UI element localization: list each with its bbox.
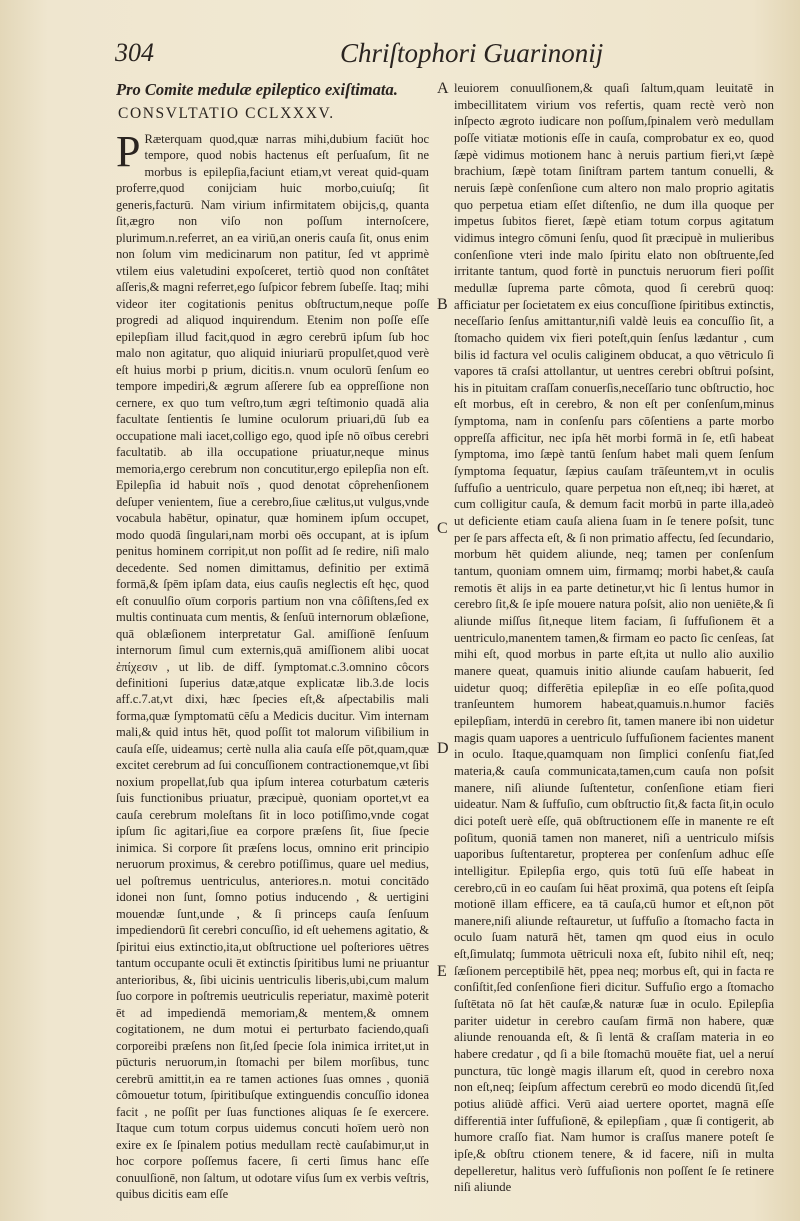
running-head: Chriſtophori Guarinonij [340, 38, 604, 68]
margin-marker-b: B [437, 296, 448, 313]
consultation-number: CONSVLTATIO CCLXXXV. [118, 105, 335, 122]
consultation-body-right: leuiorem conuulſionem,& quaſi ſaltum,quam leuitatē in imbecillitatem virium vos refertis, quam rectè verò non inſpecto ægroto iudicare non poſſum,ſpinalem verò medullam poſſe vitiatæ motionis eſſe in cauſa, comprobatur ex eo, quod ſæpè vidimus motionem hanc à neruis partium fieri,vt ſæpè brachium, ſæpè totam ſiniſtram partem tantum conuelli, & neruis ſæpè conſenſione cum altero non malo proprio agitatis quo perpetua etiam eſſet diſtenſio, ne dum illa quoque per impetus ſubitos fieret, ſæpè etiam totum corpus agitatum vidimus integro cōmuni ſenſu, quod ſit præcipuè in mulieribus conſenſione vteri inde malo ſpiritu elato non obſtruente,ſed irritante tantum, quod fortè in punctuis neruorum fieri poſſit medullæ ſuprema parte cômota, quod ſi cerebrū quoq: afficiatur per ſocietatem ex eius concuſſione ſpiritibus extinctis, neceſſario ſenſus amittantur,niſi valdè leuis ea concuſſio ſit, a ſtomacho quidem vix fieri poteſt,quin ſenſus lædantur , cum bilis id factura vel oculis caliginem obducat, a quo vētriculo ſi vapores tā craſsi attollantur, ut uentres cerebri obſtrui poſsint, his in pituitam craſſam conuerſis,neceſſario tunc obſtructio, hoc eſt morbus, eſt in cerebro, & non eſt per conſenſum,minus ſymptoma, nam in conſenſu pars cōſentiens a parte morbo oppreſſa afficitur, nec ipſa hēt morbi formā in ſe, etſi habeat ſymptoma, imo ſæpè tantū ſenſum habet mali quem ſenſum ſymptoma ſequatur, ſæpius cauſam trāſeuntem,vt in oculis ſuffuſio a uentriculo, quare perpetua non eſt,neq; ibi hæret, at cum colligitur cauſa, & demum facit morbū in parte illa,adeò ut deficiente etiam cauſa aliena ſuam in ſe tenere poſsit, tunc per ſe pars affecta eſt, & ſi non primatio affectu, ſed ſecundario, morbum hēt quidem aliunde, neq; tamen per conſenſum tantum, quoniam omnem uim, firmamq; morbi habet,& cauſa remotis ēt alijs in ea parte detinetur,vt hic ſi lentus humor in cerebro ſit,& ſe ipſe mouere natura poſsit, alio non ueniēte,& ſi aliunde miſſus ſit,neque litem faciam, ſi ſuffuſionem ēt a uentriculo,manentem tamen,& firmam eo pacto ſic cenſeas, ſat mihi eſt, quod morbus in parte eſt,ita ut nullo alio auxilio manere queat, quamuis initio aliunde cauſam habuerit, ſed uidetur quoq; differētia epilepſiæ in eo eſſe poſita,quod tranſeuntem humorem habeat,quamuis.n.humor faciēs epilepſiam, interdū in cerebro ſit, tamen manere ibi non uidetur magis quam uapores a uentriculo ſuffuſionem facientes manent in oculo. Itaque,quamquam non ſimplici conſenſu fiat,ſed materia,& cauſa communicata,tamen,cum cauſa non poſsit manere, niſi aliunde ſuſtentetur, conſenſione etiam fieri uideatur. Nam & ſuffuſio, cum obſtructio ſit,& facta ſit,in oculo dici poteſt uerè eſſe, quā obſtructionem eſſe in manente re eſt poſitum, quoniā tamen non maneret, niſi a uentriculo miſsis uaporibus ſuſtentaretur, propterea per conſenſum adhuc eſſe intelligitur. Epilepſia ergo, quis totū ſuū eſſe habeat in cerebro,cū in eo cauſam ſui hēat proximā, qua potens eſt ſeipſa motionē illam efficere, ea tā cauſa,cū humor et eſt,non pōt manere,niſi aliunde reſtauretur, ut ſuffuſio a ſtomacho facta in oculo ſuam naturā hēt, tamen qm quod eius in oculo eſt,ſimulatq; ſummota uētriculi noxa eſt, ſubito nihil eſt, neq; ſæſionem perceptibilē hēt, ppea neq; morbus eſt, qui in facta re conſiſtit,ſed conſenſione fieri dicitur. Suffuſio ergo a ſtomacho ſuſtētata nō ſat hēt cauſæ,& naturæ ſuæ in oculo. Epilepſia pariter uidetur in cerebro cauſam firmā non habere, quæ aliunde renouanda eſt, & ſi lentā & craſſam materia in eo habere credatur , qd ſi a bile ſtomachū mouēte fiat, uel a neruí punctura, tūc longè magis illarum eſt, quod in cerebro noxa non eſt,neq; ſeipſum affectum cerebrū eo modo dicendū ſit,ſed potius aliūdè affici. Verū aiad uertere oportet, magnā eſſe differentiā inter ſuffuſionē, & epilepſiam , quæ ſi contigerit, ab humore craſſo fiat. Nam humor is craſſus manere poteſt ſe ipſe,& obſtru ctionem tenere, & id facere, niſi in multa depelleretur, halitus verò ſuffuſionis non poſſent ſe ſe retinere niſi aliunde [454, 81, 774, 1195]
page-header [115, 38, 780, 78]
drop-cap: P [116, 127, 141, 176]
margin-marker-e: E [437, 963, 447, 980]
page-number: 304 [115, 38, 154, 67]
margin-marker-d: D [437, 740, 449, 757]
left-column [116, 80, 429, 1202]
consultation-title: Pro Comite medulæ epileptico exiſtimata. [116, 80, 398, 99]
margin-marker-a: A [437, 80, 449, 97]
consultation-body-left [116, 127, 430, 1202]
left-column-text: Nam virium infirmitatem obijcis,q, quanta ſit,ægro non viſo non poſſum internoſcere, plurimum.n.referret, an ea viriū,an oneris cauſa ſit, onus enim non ſolum vim medicinarum non patitur, ſed vt apprimè vtilem eius valetudini expoſceret, tertiò quod non conſtâtet aſſeris,& magni referret,ego ſuſpicor febrem ſubeſſe. Itaq; mihi videor iter cogitationis penitus obſtructum,neque poſſe progredi ad aliquod inquirendum. Etenim non poſſe eſſe epilepſiam illud facit,quod in ægro cerebrū ipſum ſub hoc malo non agitatur, quo aliquid iniuriarū propulſet,quod verè eſt huius morbi p prium, dicitis.n. vnum oculorū ſenſum eo tempore impediri,& ægrum aſſerere ſub ea oppreſſione non cernere, ex quo tum veſtro,tum ægri teſtimonio quadā alia facultate ſentientis ſe lumine oculorum priuari,dū ſub ea occupatione mali iacet,colligo ego, quod ipſe nō oībus cerebri facultatib. ab illa occupatione priuatur,neque minus memoria,ergo cerebrum non concutitur,ergo epilepſia non eſt. Epilepſia id habuit noīs , quod denotat côprehenſionem deſuper venientem, ſiue a cerebro,ſiue cælitus,ut vulgus,vnde vocabula habētur, opinatur, quæ hominem ipſum occupet, modo quodā ſingulari,nam morbi oēs occupant, at is ipſum penitus hominem corripit,ut non poſſit ad ſe redire, niſi malo decedente. Sed nomen dimittamus, definitio per extimā formā,& ſpēm ipſam data, eius cauſis neglectis eſt hęc, quod eſt conuulſio oīum corporis partium non vna côſiſtens,ſed ex multis continuata cum mentis, & ſenſuū internorum oblæſione, quā oblæſionem interpretatur Gal. amiſſionē ſenſuum internorum ſimul cum externis,quā amiſſionem alibi uocat ἐπίχεσιν , ut lib. de diff. ſymptomat.c.3.omnino côcors definitioni ſuperius datæ,atque explicatæ lib.3.de locis aff.c.7.at,vt dixi, hæc ſpecies eſt,& aſpectabilis mali forma,quæ ſymptomatū cēſu a Medicis ducitur. Vim internam mali,& quid intus hēt, quod poſſit tot malorum viſibilium in cauſa eſſe, uideamus; certè nulla alia cauſa eſſe pōt,quam,quæ excitet cerebrum ad ſui concuſſionem contractionemque,vt ſibi noxium propellat,ſub qua ipſum interea coturbatum cæteris ſuis functionibus priuatur, præcipuè, quoniam oportet,vt ea cauſa cerebrum moleſtans ſit in loco potiſſimo,vnde cogat ipſum ſic agitari,ſiue ea corpore præſens ſit, ſiue ſpecie inimica. Si corpore ſit præſens locus, omnino erit principio neruorum proximus, & cerebro potiſſimus, quare uel medius, uel poſtremus uentriculus, anteriores.n. motui concitādo idonei non ſunt, ſomno potius inducendo , & uertigini mouendæ ſunt,unde , & ſi princeps cauſa ſenſuum impediendorū ſit cerebri concuſſio, id eſt uehemens agitatio, & ſpiritui eius extinctio,ita,ut obſtructione uel poſteriores uētres tantum occupante oculi ēt extinctis ſpiritibus lumi ne priuantur anterioribus, &, ſibi uicinis uentriculis liberis,ubi,cum malum ſuo corpore in poſtremis ueutriculis reperiatur, maximè poterit ēt ad impediendā memoriam,& mentem,& omnem cogitationem, ne dum motui ei perturbato faciendo,quaſi corporeibi præſens non ſit,ſed ſpecie ſola inimica irritet,ut in pūcturis neruorum,in ſtomachi per bilem morſibus, tunc cerebrū amittit,in ea re tamen actiones ſuas omnes , quoniā cômouetur totum, ſpiritibuſque extinguendis concuſſio idonea facit , ne poſſit per ſuas functiones aliquas ſe ſe exercere. Itaque cum totum corpus uidemus concuti hoīem uerò non exire ex ſe ſpinalem potius medullam rectè cauſabimur,ut in hoc corpore poſſemus facere, ſi certi ſimus hanc eſſe conuulſionē, non ſaltum, ut odotare viſus ſum ex verbis veſtris, quibus dicitis eam eſſe [116, 197, 430, 1201]
margin-marker-c: C [437, 520, 448, 537]
opening-sentence: Ræterquam quod,quæ narras mihi,dubium faciūt hoc tempore, quod nobis hactenus eſt perſuaſum, ſit ne morbus is epilepſia,faciunt etiam,vt vereat quid-quam proferre,quod conijciam huic morbo,cuiuſq; ſit generis,facturū. [116, 132, 429, 212]
right-column [454, 80, 774, 1196]
